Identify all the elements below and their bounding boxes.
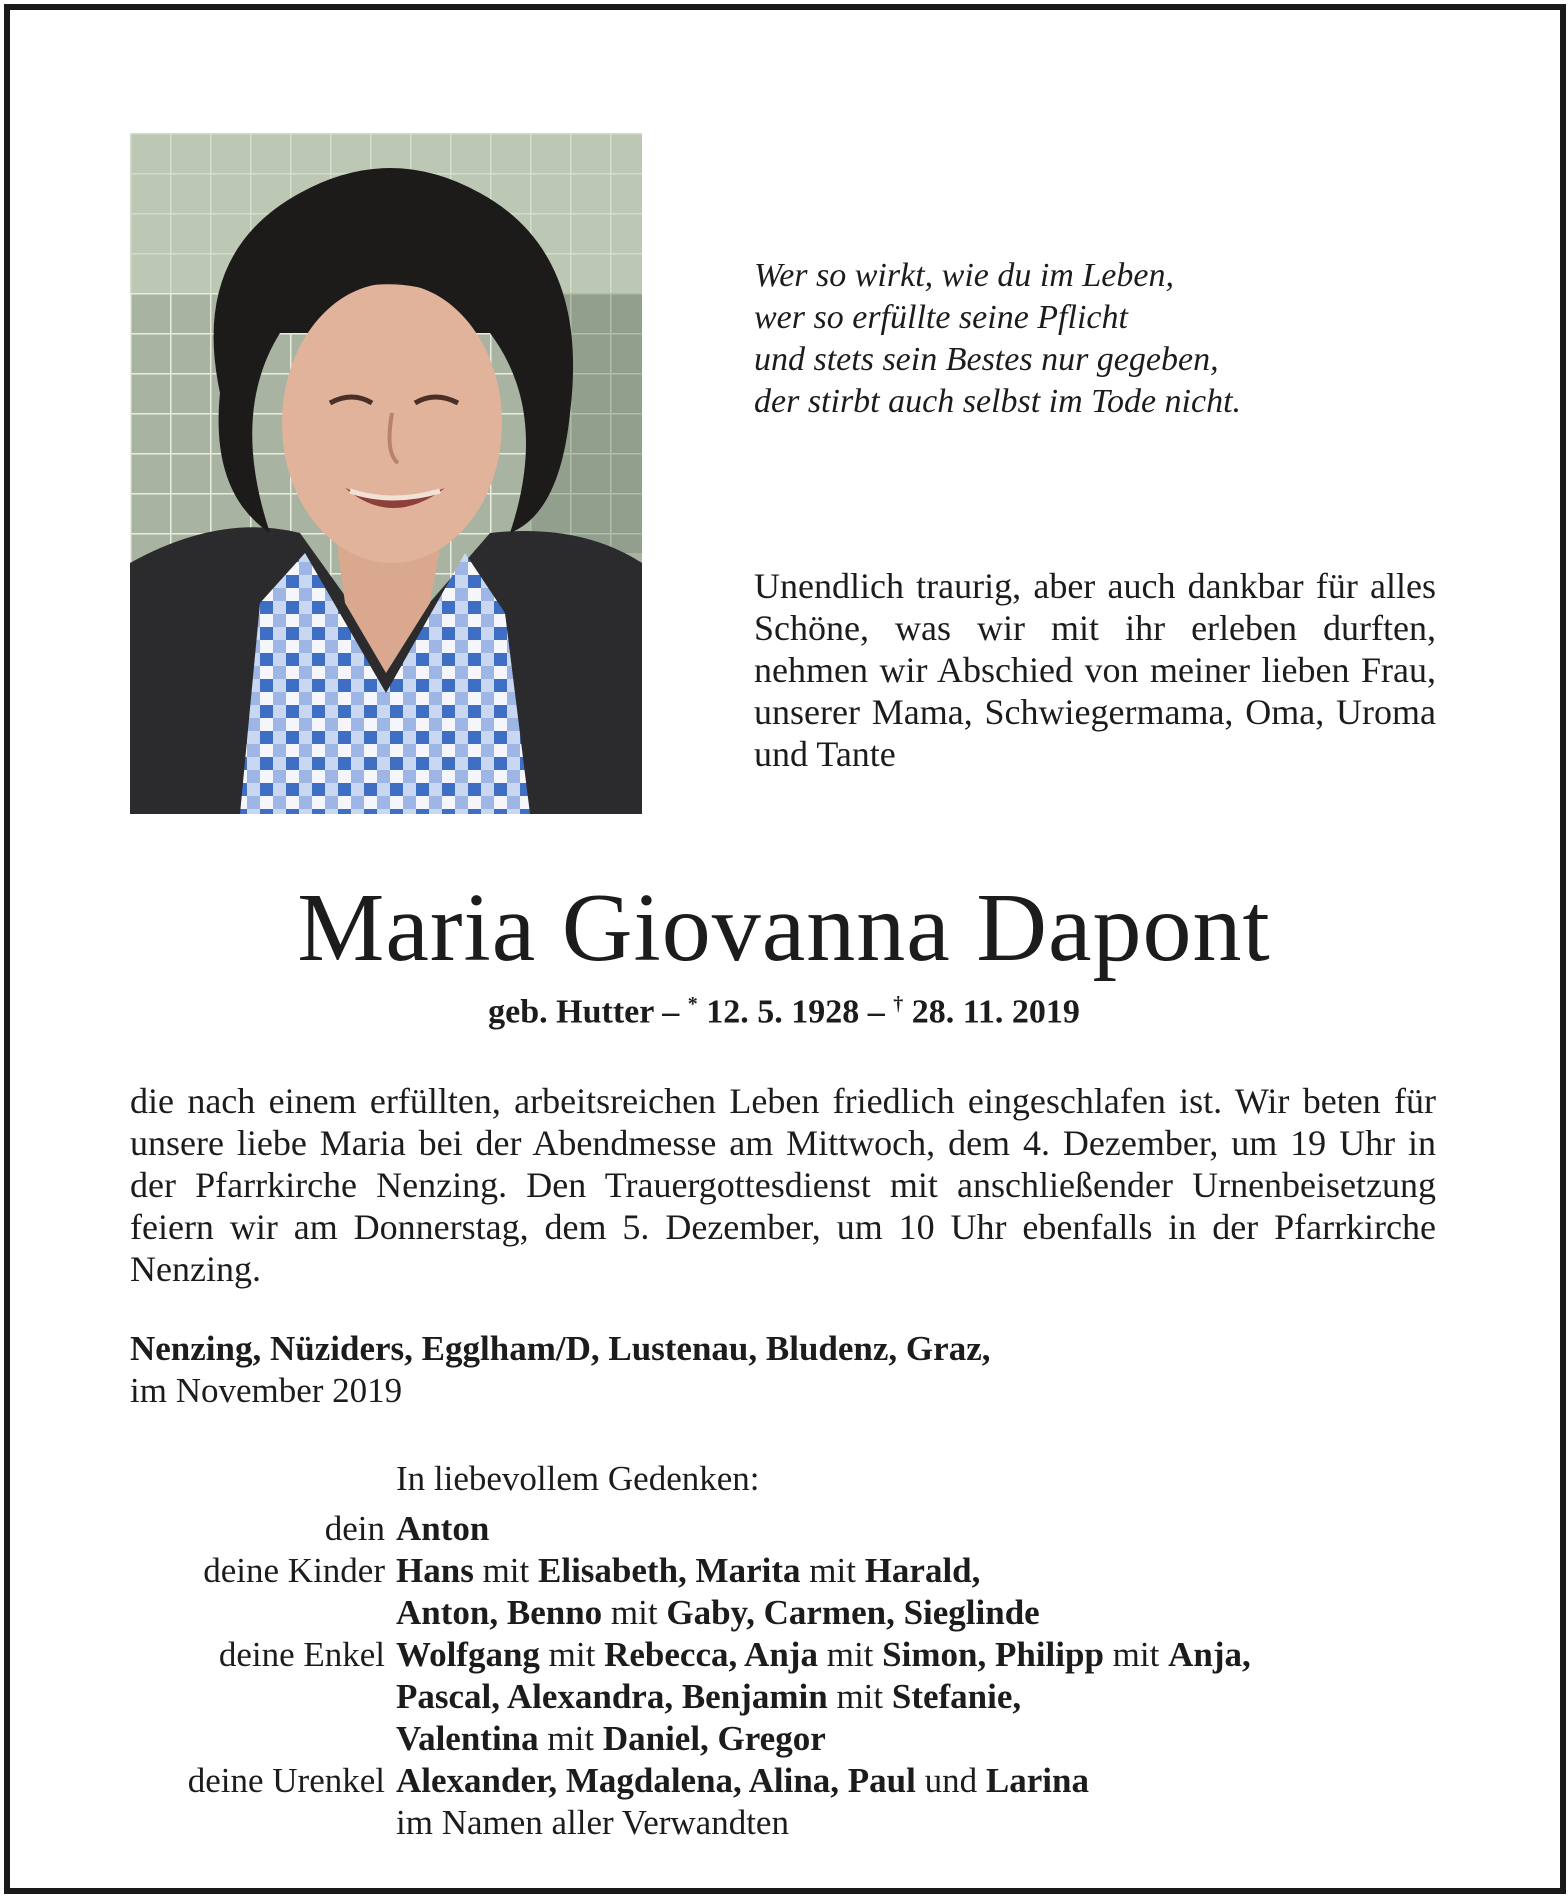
poem-line: und stets sein Bestes nur gegeben, [754, 341, 1219, 378]
birth-symbol: * [687, 993, 698, 1015]
family-name: Elisabeth, [538, 1551, 687, 1590]
family-label: dein [324, 1509, 385, 1548]
family-name: Hans [396, 1551, 474, 1590]
family-sep: mit [602, 1593, 667, 1632]
family-row-husband [100, 1508, 1500, 1550]
birth-date: 12. 5. 1928 [697, 993, 860, 1031]
date-line: im November 2019 [130, 1371, 403, 1410]
family-row-grandchildren-cont [100, 1676, 1500, 1718]
family-sep: mit [800, 1551, 865, 1590]
family-row-grandchildren-cont [100, 1718, 1500, 1760]
memory-heading: In liebevollem Gedenken: [396, 1459, 760, 1498]
family-row-grandchildren [100, 1634, 1500, 1676]
service-details: die nach einem erfüllten, arbeitsreichen Leben friedlich eingeschlafen ist. Wir beten für unsere liebe Maria bei der Abendmesse am Mittwoch, dem 4. Dezember, um 19 Uhr in der Pfarrkirche Nenzing. Den Trauergottesdienst mit anschließender Urnenbeisetzung feiern wir am Donnerstag, dem 5. Dezember, um 10 Uhr ebenfalls in der Pfarrkirche Nenzing. [130, 1081, 1436, 1289]
poem [754, 255, 1394, 423]
family-sep: mit [538, 1719, 603, 1758]
family-name: Wolfgang [396, 1635, 540, 1674]
death-symbol: † [893, 993, 904, 1015]
family-sep: mit [473, 1551, 538, 1590]
intro-paragraph: Unendlich traurig, aber auch dankbar für alles Schöne, was wir mit ihr erleben durften, nehmen wir Abschied von meiner lieben Frau, unserer Mama, Schwiegermama, Oma, Uroma und Tante [754, 566, 1436, 774]
family-name: Marita [695, 1551, 801, 1590]
family-name: Anja, [1168, 1635, 1251, 1674]
family-name: Rebecca, Anja [604, 1635, 818, 1674]
portrait-photo [130, 133, 642, 814]
family-row-closing [100, 1802, 1500, 1844]
family-label: deine Urenkel [187, 1761, 385, 1800]
poem-line: Wer so wirkt, wie du im Leben, [754, 257, 1174, 294]
places-block [130, 1328, 1436, 1412]
closing-line: im Namen aller Verwandten [396, 1803, 789, 1842]
family-sep: mit [817, 1635, 883, 1674]
family-sep: mit [827, 1677, 892, 1716]
family-sep: mit [1103, 1635, 1169, 1674]
maiden-name: geb. Hutter [488, 993, 654, 1031]
family-name: Pascal, Alexandra, Benjamin [396, 1677, 828, 1716]
deceased-name: Maria Giovanna Dapont [297, 874, 1271, 982]
family-list [100, 1508, 1500, 1844]
family-row-children-cont [100, 1592, 1500, 1634]
family-row-children [100, 1550, 1500, 1592]
family-sep: mit [539, 1635, 605, 1674]
family-name: Alexander, Magdalena, Alina, Paul [396, 1761, 916, 1800]
places: Nenzing, Nüziders, Egglham/D, Lustenau, Bludenz, Graz, [130, 1329, 991, 1368]
portrait-illustration [130, 133, 642, 814]
family-name: Valentina [396, 1719, 539, 1758]
dash: – [653, 993, 688, 1031]
family-name: Larina [985, 1761, 1089, 1800]
family-name: Gaby, Carmen, Sieglinde [666, 1593, 1040, 1632]
family-label: deine Kinder [203, 1551, 385, 1590]
dash: – [859, 993, 894, 1031]
family-name: Harald, [864, 1551, 981, 1590]
poem-line: der stirbt auch selbst im Tode nicht. [754, 383, 1242, 420]
family-name: Simon, Philipp [882, 1635, 1104, 1674]
family-name: Stefanie, [891, 1677, 1022, 1716]
family-name: Anton [396, 1509, 490, 1548]
poem-line: wer so erfüllte seine Pflicht [754, 299, 1128, 336]
family-label: deine Enkel [218, 1635, 385, 1674]
family-sep: und [915, 1761, 986, 1800]
life-dates [0, 993, 1568, 1031]
death-date: 28. 11. 2019 [903, 993, 1080, 1031]
family-name: Daniel, Gregor [602, 1719, 826, 1758]
family-name: Anton, Benno [396, 1593, 603, 1632]
family-row-great-grandchildren [100, 1760, 1500, 1802]
